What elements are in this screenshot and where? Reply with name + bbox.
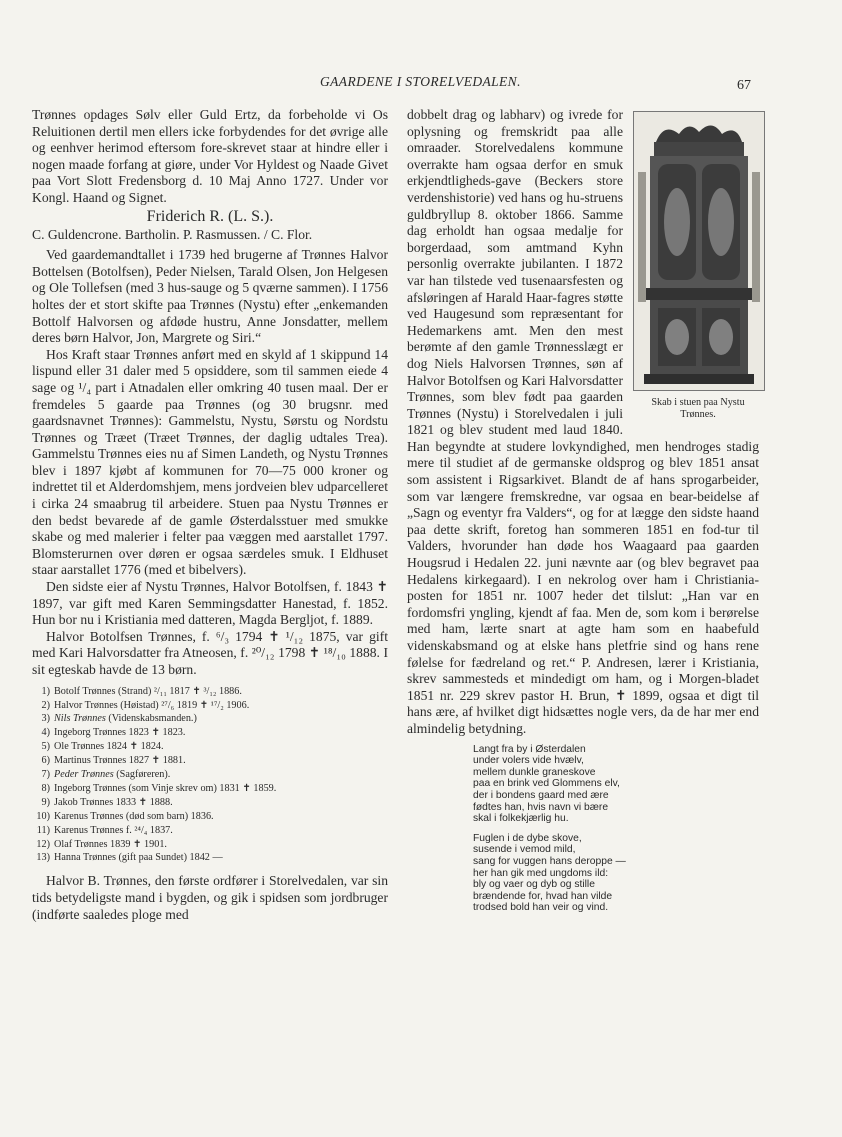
cabinet-image bbox=[634, 112, 764, 390]
page-number: 67 bbox=[737, 78, 751, 93]
poem-line: Fuglen i de dybe skove, bbox=[473, 832, 582, 844]
list-item-number: 13) bbox=[36, 852, 50, 864]
paragraph: dobbelt drag og labharv) og ivrede for oplysning og fremskridt paa alle omraader. Storelvedalens kommune overrakte ham ogsaa derfor en smuk erkjendtligheds-gave (Beckers store verdenshistorie) ved hans og hu-struens guldbryllup 8. oktober 1866. Samme dag erholdt han ogsaa medalje for borgerdaad, som amtmand Kyhn personlig overrakte jubilanten. I 1872 var han tilstede ved tusenaarsfesten og afsløringen af Harald Haar-fagres støtte ved Haugesund som repræsentant for Hedemarkens amt. Men den mest berømte af den gamle Trønnesslægt er dog Niels Halvorsen Trønnes, søn af Halvor Botolfsen og Kari Halvorsdatter Trønnes, som blev født paa gaarden Trønnes (Nystu) i Storelvedalen i juli 1821 og blev student med laud 1840. Han begyndte at studere lovkyndighed, men hendroges stadig mere til studiet af de germanske oldsprog og blev 1851 ansat som assistent i Rigsarkivet. Blandt de af hans sprogarbeider, som var længere fremskredne, var ogsaa en bear-beidelse af „Sagn og eventyr fra Valders“, og for at lægge den sidste haand paa dette skrift, foretog han sommeren 1851 en fod-tur til Valders, hvorunder han døde hos Waagaard paa gaarden Hougsrud i Hedalen 22. juni nævnte aar (og blev begravet paa Hedalens kirkegaard). I en nekrolog over ham i Christiania-posten for 1851 nr. 1007 heder det tilslut: „Han var en fordomsfri yngling, kjendt af faa. Men de, som kom i berørelse med ham, lærte snart at agte ham som en haabefuld videnskabsmand og at elske hans pletfrie sind og hans rene følelse for fædreland og ret.“ P. Andresen, lærer i Kristiania, skrev sammesteds et mindedigt om ham, og i Morgen-bladet 1851 nr. 229 skrev pastor H. Brun, ✝ 1899, ogsaa et digt til hans ære, af hvilket digt hidsættes nogle vers, da de har mer end almindelig betydning. bbox=[407, 107, 759, 736]
list-item bbox=[32, 796, 388, 810]
poem-line: mellem dunkle graneskove bbox=[473, 766, 596, 778]
children-list bbox=[32, 685, 388, 866]
figure bbox=[629, 111, 763, 427]
poem-line: trodsed bold han veir og vind. bbox=[473, 902, 609, 914]
paragraph: Hos Kraft staar Trønnes anført med en skyld af 1 skippund 14 lispund eller 31 daler med 5 opsiddere, som til sammen eiede 4 sage og ¹/₄ part i Atnadalen eller omkring 40 tusen maal. Der er fremdeles 5 gaarde paa Trønnes (og 30 brugsnr. med gaardsnavnet Trønnes): Gammelstu, Nystu, Sørstu og Nordstu Trønnes og Træet (Træet Trønnes, der daglig udtales Trea). Gammelstu Trønnes eies nu af Simen Landeth, og Nystu Trønnes blev i 1897 kjøbt af kommunen for 70—75 000 kroner og indrettet til et Alderdomshjem, mens jordveien blev udparcelleret i cirka 24 smaabrug til arbeidere. Stuen paa Nystu Trønnes er den bedst bevarede af de gamle Østerdalsstuer med smukke skabe og med malerier i felter paa væggen med aarstallet 1797. Blomsterurnen over døren er ogsaa særdeles smuk. I Eldhuset staar aarstallet 1776 (med et bibelvers). bbox=[32, 346, 388, 578]
poem-line: under volers vide hvælv, bbox=[473, 755, 584, 767]
poem-line: paa en brink ved Glommens elv, bbox=[473, 778, 620, 790]
poem-line: bly og vaer og dyb og stille bbox=[473, 879, 595, 891]
list-item-text: Halvor Trønnes (Høistad) ²⁷/₆ 1819 ✝ ¹⁷/₂ 1906. bbox=[54, 699, 250, 711]
list-item bbox=[32, 782, 388, 796]
list-item-number: 12) bbox=[36, 838, 50, 850]
list-item bbox=[32, 712, 388, 726]
list-item-number: 6) bbox=[41, 755, 50, 767]
list-item-text: Nils Trønnes (Videnskabsmanden.) bbox=[54, 713, 197, 725]
list-item bbox=[32, 754, 388, 768]
signature-ministers: C. Guldencrone. Bartholin. P. Rasmussen. / C. Flor. bbox=[32, 226, 313, 242]
list-item-text: Ingeborg Trønnes 1823 ✝ 1823. bbox=[54, 727, 186, 739]
list-item bbox=[32, 740, 388, 754]
list-item-text: Ingeborg Trønnes (som Vinje skrev om) 1831 ✝ 1859. bbox=[54, 782, 277, 794]
list-item bbox=[32, 810, 388, 824]
poem-line: fødtes han, hvis navn vi bære bbox=[473, 801, 609, 813]
signature-king: Friderich R. (L. S.). bbox=[146, 207, 274, 225]
list-item bbox=[32, 851, 388, 865]
paragraph: Ved gaardemandtallet i 1739 hed brugerne af Trønnes Halvor Bottelsen (Botolfsen), Peder Nielsen, Tarald Olsen, Jon Helgesen og Ole Tollefsen (med 3 hus-sauge og 5 qværne sammen). I 1756 holtes der et stort skifte paa Trønnes (Nystu) efter „enkemanden Bottolf Halvorsen og afdøde hustru, Anne Jonsdatter, mellem deres børn Halvor, Jon, Margrete og Siri.“ bbox=[32, 247, 388, 346]
paragraph: Halvor B. Trønnes, den første ordfører i Storelvedalen, var sin tids betydeligste mand i bygden, og gik i spidsen som jordbruger (indførte saaledes ploge med bbox=[32, 873, 388, 922]
list-item bbox=[32, 824, 388, 838]
list-item-text: Karenus Trønnes f. ²⁴/₄ 1837. bbox=[54, 824, 173, 836]
list-item-number: 2) bbox=[41, 699, 50, 711]
paragraph: Halvor Botolfsen Trønnes, f. ⁶/₃ 1794 ✝ ¹/₁₂ 1875, var gift med Kari Halvorsdatter fra Atneosen, f. ²⁰/₁₂ 1798 ✝ ¹⁸/₁₀ 1888. I sit egteskab havde de 13 børn. bbox=[32, 628, 388, 677]
figure-caption: Skab i stuen paa Nystu Trønnes. bbox=[651, 397, 745, 420]
list-item-number: 4) bbox=[41, 727, 50, 739]
poem-line: susende i vemod mild, bbox=[473, 844, 576, 856]
list-item bbox=[32, 699, 388, 713]
poem-stanza bbox=[473, 833, 759, 914]
page-header bbox=[0, 74, 842, 94]
list-item-number: 5) bbox=[41, 741, 50, 753]
list-item-text: Peder Trønnes (Sagføreren). bbox=[54, 769, 171, 781]
list-item-number: 8) bbox=[41, 782, 50, 794]
list-item bbox=[32, 726, 388, 740]
poem-line: der i bondens gaard med ære bbox=[473, 789, 609, 801]
poem bbox=[473, 744, 759, 914]
list-item-text: Olaf Trønnes 1839 ✝ 1901. bbox=[54, 838, 167, 850]
list-item-number: 10) bbox=[36, 810, 50, 822]
list-item-number: 1) bbox=[41, 685, 50, 697]
list-item-text: Martinus Trønnes 1827 ✝ 1881. bbox=[54, 755, 186, 767]
right-column bbox=[407, 107, 759, 922]
list-item bbox=[32, 768, 388, 782]
running-title: GAARDENE I STORELVEDALEN. bbox=[320, 74, 521, 89]
list-item-text: Jakob Trønnes 1833 ✝ 1888. bbox=[54, 796, 173, 808]
paragraph: Den sidste eier af Nystu Trønnes, Halvor Botolfsen, f. 1843 ✝ 1897, var gift med Karen Semmingsdatter Hanestad, f. 1852. Hun bor nu i Kristiania med datteren, Magda Bergljot, f. 1889. bbox=[32, 579, 388, 628]
poem-stanza bbox=[473, 744, 759, 825]
list-item-text: Hanna Trønnes (gift paa Sundet) 1842 — bbox=[54, 852, 223, 864]
poem-line: Langt fra by i Østerdalen bbox=[473, 743, 586, 755]
cabinet-photo bbox=[633, 111, 765, 391]
paragraph: Trønnes opdages Sølv eller Guld Ertz, da forbeholde vi Os Reluitionen dertil men ellers icke forbydendes for det øvrige alle og eenhver herimod eftersom fore-skrevet staar at hindre eller i nogen maade forfang at giøre, under Vor Hyldest og Naade Givet paa Vort Slott Fredensborg d. 10 Maj Anno 1727. Under vor Kongl. Haand og Signet. bbox=[32, 107, 388, 205]
poem-line: her han gik med ungdoms ild: bbox=[473, 867, 609, 879]
poem-line: brændende for, hvad han vilde bbox=[473, 890, 613, 902]
list-item-text: Botolf Trønnes (Strand) ²/₁₁ 1817 ✝ ³/₁₂ 1886. bbox=[54, 685, 242, 697]
list-item-number: 9) bbox=[41, 796, 50, 808]
left-column bbox=[32, 107, 388, 923]
list-item-number: 11) bbox=[36, 824, 50, 836]
list-item-text: Ole Trønnes 1824 ✝ 1824. bbox=[54, 741, 164, 753]
list-item bbox=[32, 685, 388, 699]
poem-line: sang for vuggen hans deroppe — bbox=[473, 855, 626, 867]
list-item-text: Karenus Trønnes (død som barn) 1836. bbox=[54, 810, 214, 822]
list-item-number: 3) bbox=[41, 713, 50, 725]
list-item bbox=[32, 838, 388, 852]
list-item-number: 7) bbox=[41, 769, 50, 781]
poem-line: skal i folkekjærlig hu. bbox=[473, 813, 569, 825]
